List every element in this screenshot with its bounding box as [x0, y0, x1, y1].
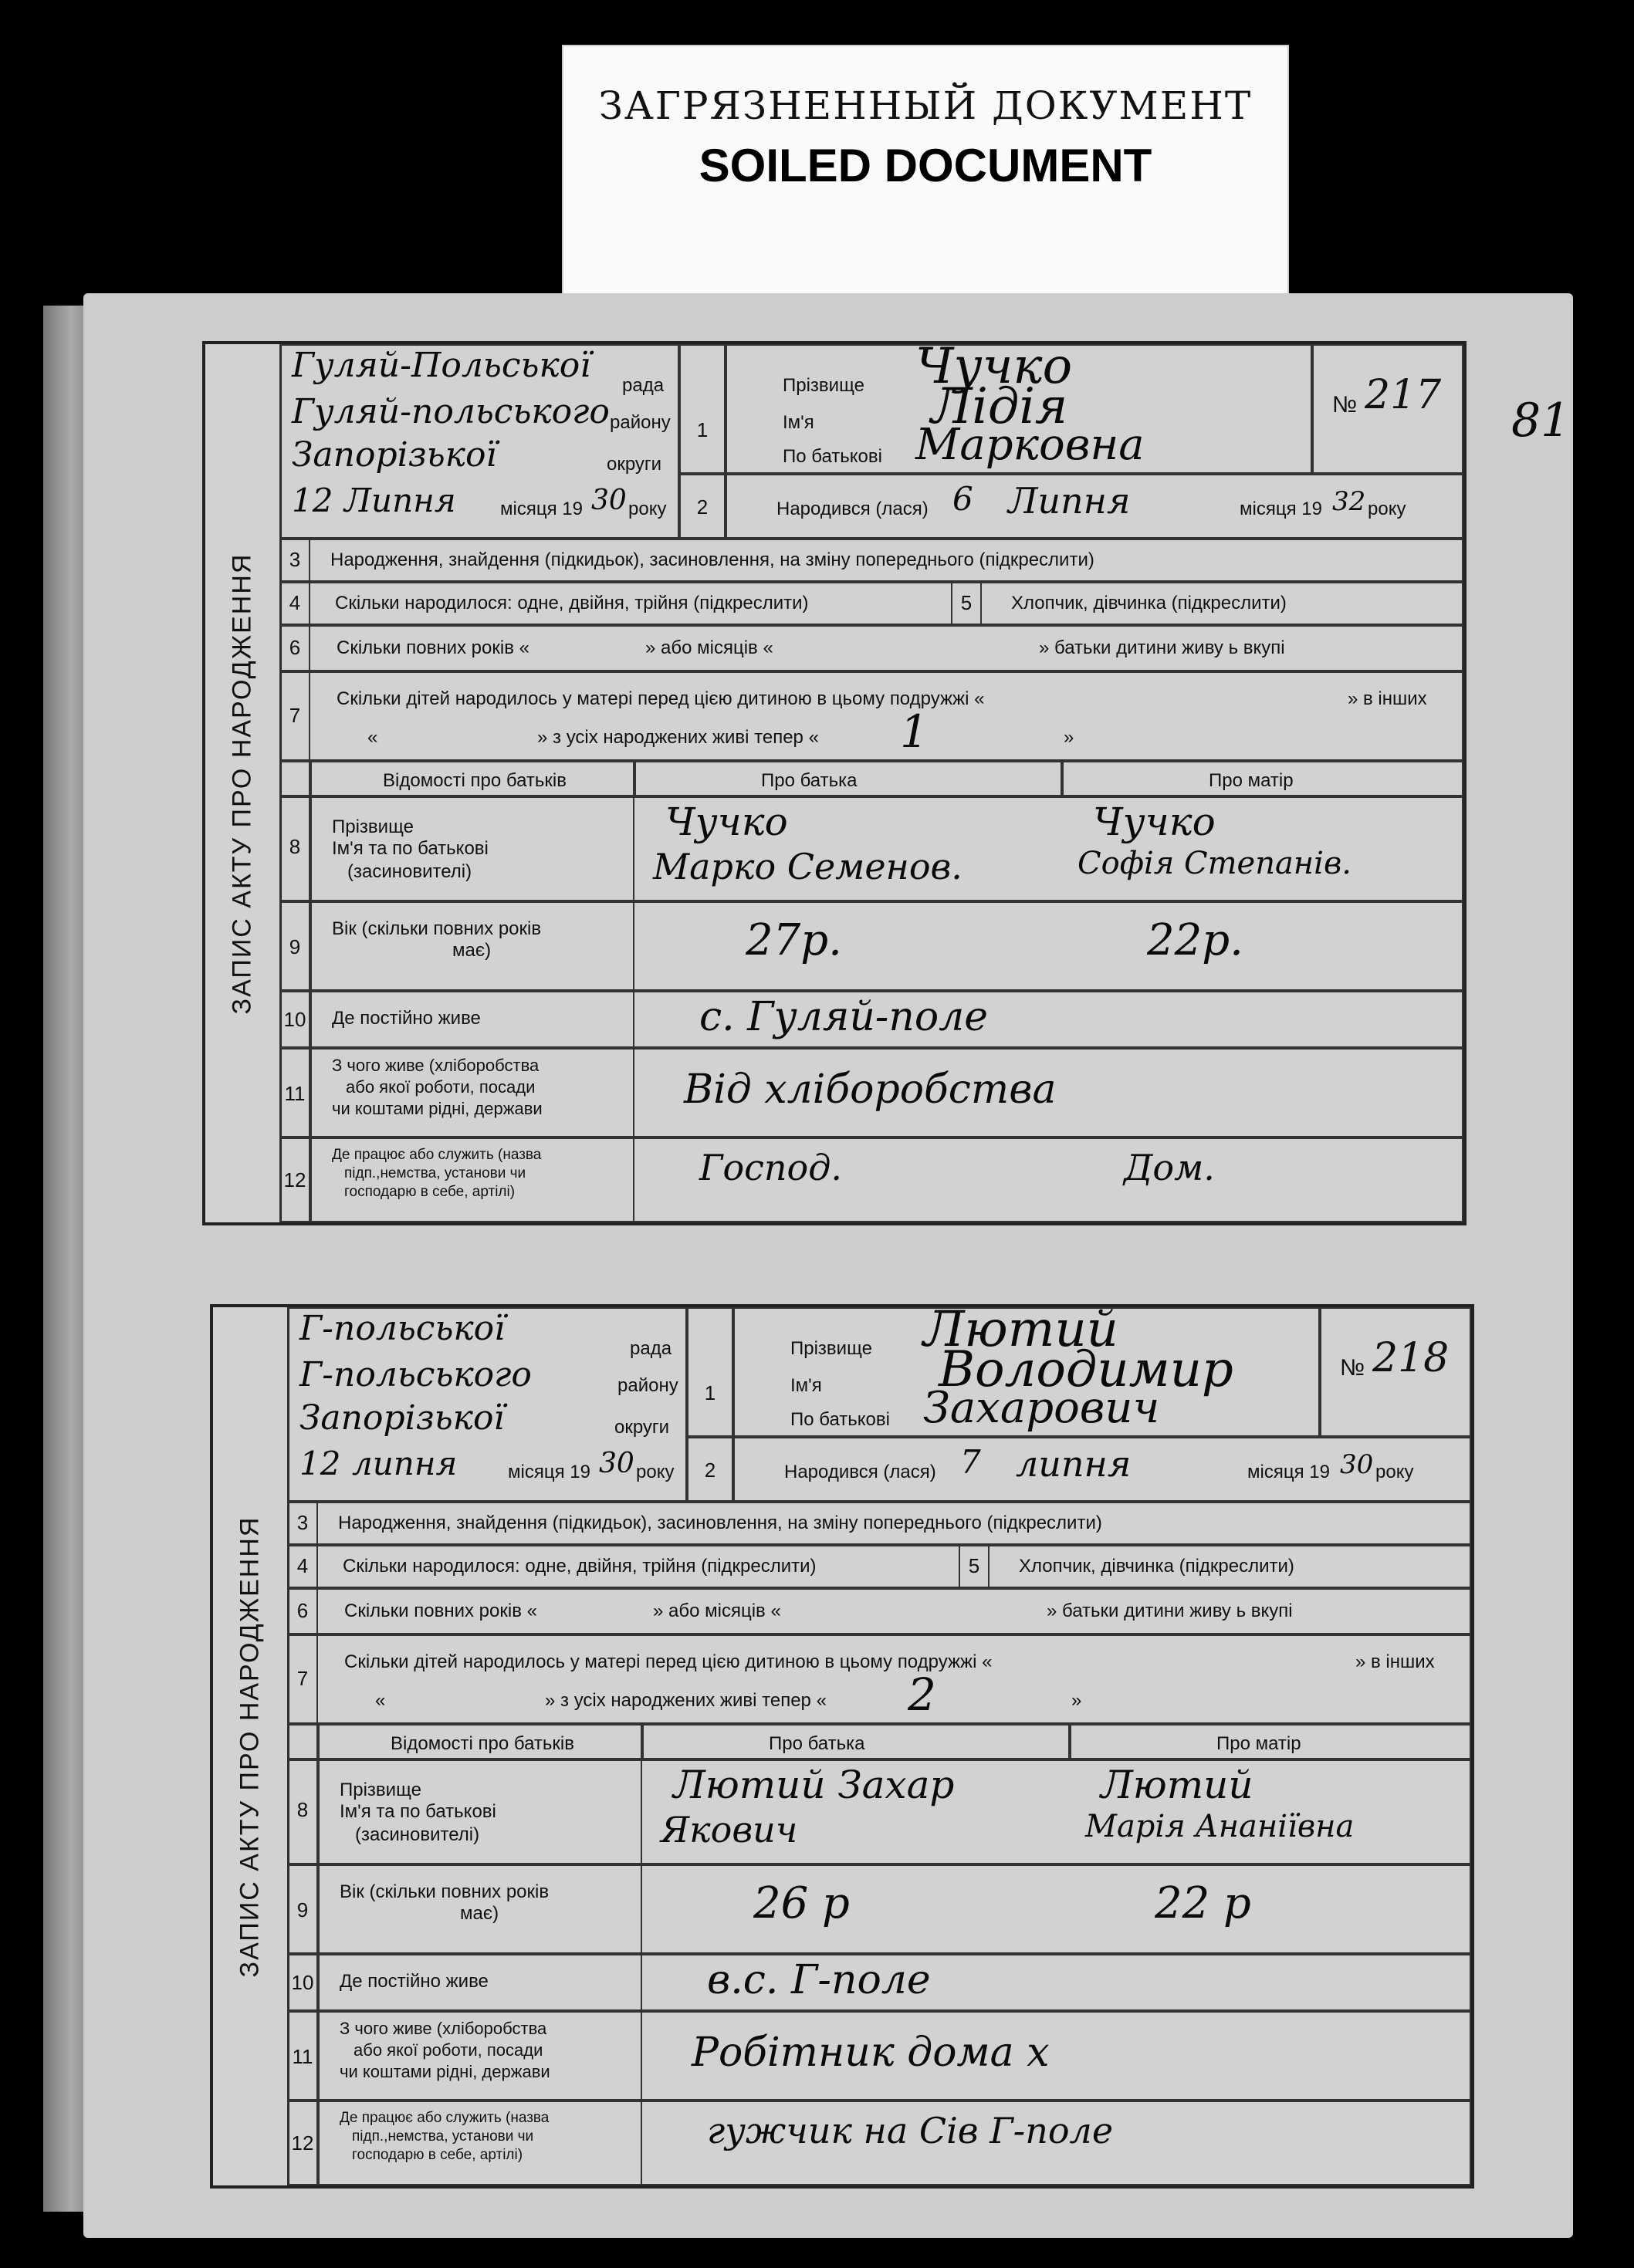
- children-alive: 2: [908, 1668, 936, 1721]
- row-num-7: 7: [296, 1667, 309, 1690]
- rada-label: рада: [630, 1338, 672, 1359]
- r8-l1: Прізвище: [340, 1780, 421, 1800]
- mother-name: Софія Степанів.: [1077, 846, 1352, 881]
- mother-age: 22 р: [1155, 1878, 1251, 1928]
- raion-value: Гуляй-польського: [292, 392, 610, 431]
- born-label: Народився (лася): [784, 1462, 936, 1482]
- row-5-text: Хлопчик, дівчинка (підкреслити): [1011, 593, 1287, 613]
- row-7: [279, 671, 1463, 761]
- livelihood: Робітник дома х: [692, 2030, 1050, 2076]
- birth-month: липня: [1016, 1443, 1132, 1485]
- parents-hdr: Відомості про батьків: [391, 1733, 574, 1754]
- reg-year: 30: [599, 1448, 634, 1479]
- row-num-11: 11: [292, 2045, 313, 2068]
- mother-surname: Чучко: [1093, 799, 1216, 844]
- row-7-text-c: «: [375, 1690, 386, 1711]
- row-4-text: Скільки народилося: одне, двійня, трійня (підкреслити): [343, 1556, 817, 1577]
- row-4-text: Скільки народилося: одне, двійня, трійня (підкреслити): [335, 593, 809, 613]
- misyatsya-label: місяця 19: [500, 499, 583, 519]
- row-6-text-c: » батьки дитини живу ь вкупі: [1039, 637, 1285, 658]
- side-title-text: ЗАПИС АКТУ ПРО НАРОДЖЕННЯ: [227, 553, 257, 1014]
- rada-label: рада: [622, 375, 665, 396]
- r9-l1: Вік (скільки повних років: [340, 1881, 550, 1902]
- row-num-10: 10: [291, 1971, 314, 1994]
- row-num-1: 1: [704, 1381, 716, 1404]
- soiled-document-stamp: [562, 45, 1289, 295]
- row-7-text-d: » з усіх народжених живі тепер «: [537, 727, 819, 748]
- patronymic-value: Захарович: [923, 1383, 1160, 1433]
- surname-label: Прізвище: [790, 1338, 872, 1359]
- r11-l1: З чого живе (хліборобства: [340, 2019, 547, 2038]
- row-num-2: 2: [696, 495, 709, 519]
- mother-age: 22р.: [1147, 915, 1243, 965]
- name-label: Ім'я: [783, 412, 814, 433]
- row-6-text-a: Скільки повних років «: [344, 1600, 537, 1621]
- side-title-text: ЗАПИС АКТУ ПРО НАРОДЖЕННЯ: [235, 1516, 265, 1977]
- r12-l3: господарю в себе, артілі): [352, 2147, 523, 2163]
- row-3-text: Народження, знайдення (підкидьок), засиновлення, на зміну попереднього (підкреслити): [338, 1513, 1102, 1533]
- stamp-russian: ЗАГРЯЗНЕННЫЙ ДОКУМЕНТ: [598, 83, 1253, 128]
- name-value: Володимир: [939, 1341, 1233, 1398]
- children-alive: 1: [900, 705, 929, 758]
- r8-l2: Ім'я та по батькові: [340, 1801, 496, 1822]
- row-6-text-c: » батьки дитини живу ь вкупі: [1047, 1600, 1293, 1621]
- surname-value: Лютий: [923, 1301, 1118, 1358]
- father-work: гужчик на Сів Г-поле: [707, 2110, 1114, 2151]
- reg-month: липня: [352, 1445, 458, 1482]
- row-num-2: 2: [704, 1458, 716, 1482]
- num-col-1: [679, 344, 726, 474]
- row-7-text-b: » в інших: [1348, 688, 1427, 709]
- reg-no-label: №: [1340, 1355, 1365, 1381]
- row-6-text-a: Скільки повних років «: [337, 637, 529, 658]
- row-num-4: 4: [296, 1554, 309, 1577]
- row-num-8: 8: [289, 835, 301, 858]
- row-num-3: 3: [289, 548, 301, 571]
- row-num-6: 6: [289, 636, 301, 659]
- r10-l: Де постійно живе: [340, 1971, 489, 1992]
- birth-record-217: [202, 338, 1467, 1225]
- roku-label: року: [636, 1462, 675, 1482]
- mother-hdr: Про матір: [1216, 1733, 1301, 1754]
- r11-l3: чи коштами рідні, держави: [340, 2062, 550, 2081]
- birth-year: 32: [1332, 486, 1366, 517]
- row-num-12: 12: [283, 1168, 306, 1191]
- birth-misyatsya-label: місяця 19: [1240, 499, 1322, 519]
- rada-value: Г-польської: [299, 1309, 506, 1348]
- row-num-12: 12: [291, 2131, 314, 2155]
- name-label: Ім'я: [790, 1375, 822, 1396]
- row-6-text-b: » або місяців «: [653, 1600, 781, 1621]
- row-5-text: Хлопчик, дівчинка (підкреслити): [1019, 1556, 1294, 1577]
- father-name: Марко Семенов.: [653, 846, 962, 887]
- row-num-11: 11: [284, 1082, 306, 1105]
- reg-month: Липня: [344, 482, 456, 519]
- r12-l2: підп.,немства, установи чи: [352, 2128, 534, 2145]
- r8-l3: (засиновителі): [347, 861, 472, 882]
- row-num-8: 8: [296, 1798, 309, 1821]
- reg-no-label: №: [1332, 392, 1358, 417]
- reg-day: 12: [292, 482, 333, 519]
- row-num-4: 4: [289, 591, 301, 614]
- okrugy-label: округи: [607, 454, 662, 475]
- row-num-9: 9: [289, 935, 301, 958]
- okrugy-label: округи: [614, 1417, 670, 1438]
- birth-month: Липня: [1008, 480, 1131, 522]
- father-name: Якович: [661, 1809, 798, 1851]
- r8-l1: Прізвище: [332, 816, 414, 837]
- row-7-text-a: Скільки дітей народилось у матері перед цією дитиною в цьому подружжі «: [344, 1651, 993, 1672]
- num-col-1: [687, 1307, 733, 1437]
- row-num-3: 3: [296, 1511, 309, 1534]
- patronymic-label: По батькові: [790, 1409, 890, 1430]
- mother-work: Дом.: [1124, 1147, 1215, 1188]
- row-num-10: 10: [283, 1008, 306, 1031]
- raion-label: району: [610, 412, 671, 433]
- raion-label: району: [617, 1375, 678, 1396]
- father-age: 26 р: [753, 1878, 850, 1928]
- row-num-1: 1: [696, 418, 709, 441]
- surname-value: Чучко: [915, 338, 1073, 395]
- r8-l3: (засиновителі): [355, 1824, 480, 1845]
- rada-value: Гуляй-Польської: [292, 346, 591, 385]
- birth-roku-label: року: [1375, 1462, 1414, 1482]
- okrug-value: Запорізької: [299, 1398, 505, 1438]
- father-hdr: Про батька: [761, 770, 858, 791]
- row-7-text-a: Скільки дітей народилось у матері перед цією дитиною в цьому подружжі «: [337, 688, 985, 709]
- reg-day: 12: [299, 1445, 341, 1482]
- r12-l1: Де працює або служить (назва: [340, 2110, 550, 2126]
- margin-note: 81: [1511, 394, 1571, 448]
- r9-l2: має): [460, 1903, 499, 1924]
- row-6-text-b: » або місяців «: [645, 637, 773, 658]
- father-surname: Чучко: [665, 799, 788, 844]
- r10-l: Де постійно живе: [332, 1008, 481, 1029]
- row-7-text-c: «: [367, 727, 378, 748]
- birth-day: 6: [952, 480, 973, 518]
- father-age: 27р.: [746, 915, 842, 965]
- row-7-text-e: »: [1071, 1690, 1082, 1711]
- r11-l3: чи коштами рідні, держави: [332, 1099, 543, 1118]
- reg-year: 30: [591, 485, 627, 516]
- birth-misyatsya-label: місяця 19: [1247, 1462, 1330, 1482]
- stamp-english: SOILED DOCUMENT: [699, 140, 1152, 191]
- patronymic-value: Марковна: [915, 420, 1145, 470]
- misyatsya-label: місяця 19: [508, 1462, 590, 1482]
- birth-record-218: [210, 1301, 1474, 2189]
- father-surname: Лютий Захар: [673, 1763, 955, 1807]
- r12-l3: господарю в себе, артілі): [344, 1184, 516, 1200]
- father-work: Господ.: [699, 1147, 843, 1188]
- name-value: Лідія: [931, 378, 1068, 435]
- residence: с. Гуляй-поле: [699, 994, 989, 1040]
- born-label: Народився (лася): [776, 499, 929, 519]
- row-num-5: 5: [960, 591, 973, 614]
- record-side-title: [213, 1307, 289, 2185]
- raion-value: Г-польського: [299, 1355, 532, 1394]
- r8-l2: Ім'я та по батькові: [332, 838, 489, 859]
- r11-l2: або якої роботи, посади: [346, 1077, 536, 1097]
- residence: в.с. Г-поле: [707, 1957, 931, 2003]
- okrug-value: Запорізької: [292, 435, 497, 475]
- row-3-text: Народження, знайдення (підкидьок), засиновлення, на зміну попереднього (підкреслити): [330, 549, 1094, 570]
- row-num-6: 6: [296, 1599, 309, 1622]
- row-7: [287, 1634, 1471, 1724]
- birth-roku-label: року: [1368, 499, 1406, 519]
- record-number: 218: [1372, 1335, 1450, 1381]
- father-hdr: Про батька: [769, 1733, 865, 1754]
- r9-l2: має): [452, 940, 492, 961]
- mother-hdr: Про матір: [1209, 770, 1294, 791]
- birth-day: 7: [960, 1443, 981, 1481]
- r12-l2: підп.,немства, установи чи: [344, 1165, 526, 1181]
- row-num-5: 5: [968, 1554, 980, 1577]
- record-side-title: [205, 344, 282, 1222]
- livelihood: Від хліборобства: [684, 1066, 1057, 1113]
- roku-label: року: [628, 499, 667, 519]
- surname-label: Прізвище: [783, 375, 864, 396]
- r11-l2: або якої роботи, посади: [354, 2040, 543, 2060]
- mother-surname: Лютий: [1101, 1763, 1253, 1807]
- record-number: 217: [1365, 372, 1442, 418]
- row-num-7: 7: [289, 704, 301, 727]
- mother-name: Марія Ананіївна: [1085, 1809, 1355, 1844]
- row-num-9: 9: [296, 1898, 309, 1922]
- row-7-text-e: »: [1064, 727, 1074, 748]
- patronymic-label: По батькові: [783, 446, 882, 467]
- row-7-text-d: » з усіх народжених живі тепер «: [545, 1690, 827, 1711]
- r9-l1: Вік (скільки повних років: [332, 918, 542, 939]
- birth-year: 30: [1340, 1449, 1374, 1480]
- r12-l1: Де працює або служить (назва: [332, 1147, 542, 1163]
- r11-l1: З чого живе (хліборобства: [332, 1056, 540, 1075]
- parents-hdr: Відомості про батьків: [383, 770, 567, 791]
- row-7-text-b: » в інших: [1355, 1651, 1435, 1672]
